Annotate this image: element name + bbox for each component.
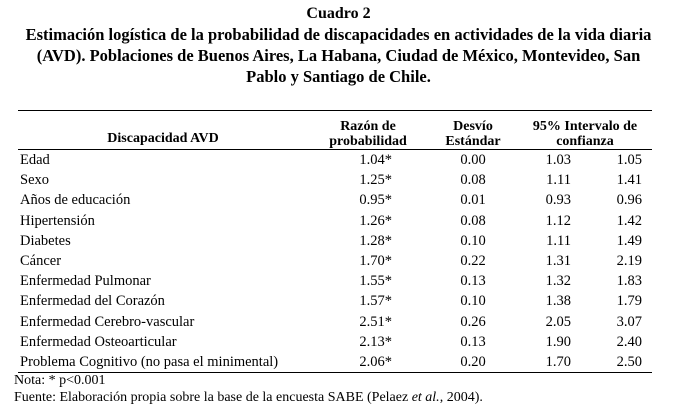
- row-label: Cáncer: [20, 253, 62, 270]
- row-label: Sexo: [20, 172, 49, 189]
- ci-lower-value: 1.11: [546, 232, 571, 249]
- table-body: [18, 150, 652, 373]
- source-prefix: Fuente: Elaboración propia sobre la base de la encuesta SABE (Pelaez: [14, 390, 412, 405]
- table-row: [18, 312, 652, 332]
- ci-lower-value: 1.31: [545, 253, 571, 270]
- header-std-dev: [428, 111, 518, 150]
- table-row: [18, 291, 652, 311]
- std-dev-value: 0.20: [428, 352, 518, 373]
- odds-ratio-value: 1.57*: [359, 293, 392, 310]
- table-row: [18, 211, 652, 231]
- row-label: Diabetes: [20, 232, 71, 249]
- ci-lower-value: 2.05: [545, 313, 571, 330]
- table-row: [18, 251, 652, 271]
- ci-lower-value: 1.38: [545, 293, 571, 310]
- header-odds-ratio-line2: probabilidad: [329, 134, 407, 149]
- table-row: [18, 332, 652, 352]
- ci-upper-value: 3.07: [616, 313, 642, 330]
- table-notes: [14, 372, 483, 406]
- ci-lower-value: 1.11: [546, 172, 571, 189]
- caption-title: Estimación logística de la probabilidad de discapacidades en actividades de la vida diaria (AVD). Poblaciones de Buenos Aires, La Habana, Ciudad de México, Montevideo, San Pablo y Santiago de Chile.: [25, 25, 652, 86]
- table-row: [18, 190, 652, 210]
- row-label: Enfermedad Osteoarticular: [20, 333, 177, 350]
- row-label: Enfermedad Cerebro-vascular: [20, 313, 195, 330]
- row-label: Hipertensión: [20, 212, 95, 229]
- header-ci-line1: 95% Intervalo de: [532, 119, 638, 134]
- row-label: Enfermedad del Corazón: [20, 293, 165, 310]
- odds-ratio-value: 1.55*: [359, 273, 392, 290]
- std-dev-value: 0.26: [460, 313, 486, 330]
- std-dev-value: 0.13: [460, 273, 486, 290]
- ci-upper-value: 2.50: [585, 352, 652, 373]
- std-dev-value: 0.08: [460, 172, 486, 189]
- header-odds-ratio-line1: Razón de: [340, 119, 396, 134]
- ci-upper-value: 1.79: [616, 293, 642, 310]
- ci-lower-value: 0.93: [545, 192, 571, 209]
- odds-ratio-value: 1.25*: [359, 172, 392, 189]
- std-dev-value: 0.00: [460, 152, 486, 169]
- header-disability: Discapacidad AVD: [107, 131, 219, 146]
- table-row: [18, 231, 652, 251]
- std-dev-value: 0.10: [460, 293, 486, 310]
- ci-lower-value: 1.70: [518, 352, 585, 373]
- std-dev-value: 0.22: [460, 253, 486, 270]
- ci-upper-value: 1.41: [616, 172, 642, 189]
- significance-note: Nota: * p<0.001: [14, 373, 106, 388]
- ci-upper-value: 0.96: [616, 192, 642, 209]
- ci-upper-value: 1.42: [616, 212, 642, 229]
- ci-lower-value: 1.12: [545, 212, 571, 229]
- std-dev-value: 0.01: [460, 192, 486, 209]
- odds-ratio-value: 2.51*: [359, 313, 392, 330]
- ci-lower-value: 1.32: [545, 273, 571, 290]
- table-caption: [0, 4, 677, 87]
- odds-ratio-value: 1.04*: [359, 152, 392, 169]
- data-table: [18, 110, 652, 373]
- source-et-al: et al.: [411, 390, 440, 405]
- row-label: Edad: [20, 152, 50, 169]
- source-suffix: , 2004).: [439, 390, 483, 405]
- table-row: [18, 352, 652, 373]
- ci-upper-value: 1.49: [616, 232, 642, 249]
- table-row: [18, 271, 652, 291]
- header-std-dev-line2: Estándar: [445, 134, 501, 149]
- table-row: [18, 150, 652, 171]
- ci-lower-value: 1.90: [545, 333, 571, 350]
- source-note: [14, 389, 483, 406]
- odds-ratio-value: 0.95*: [359, 192, 392, 209]
- row-label: Enfermedad Pulmonar: [20, 273, 151, 290]
- ci-upper-value: 2.19: [616, 253, 642, 270]
- table-header: [18, 111, 652, 150]
- header-confidence-interval: [518, 111, 652, 150]
- std-dev-value: 0.13: [460, 333, 486, 350]
- ci-upper-value: 1.05: [616, 152, 642, 169]
- ci-lower-value: 1.03: [545, 152, 571, 169]
- odds-ratio-value: 1.70*: [359, 253, 392, 270]
- row-label: Problema Cognitivo (no pasa el minimental): [18, 352, 308, 373]
- header-ci-line2: confianza: [556, 134, 614, 149]
- row-label: Años de educación: [20, 192, 131, 209]
- ci-upper-value: 1.83: [616, 273, 642, 290]
- std-dev-value: 0.08: [460, 212, 486, 229]
- ci-upper-value: 2.40: [616, 333, 642, 350]
- odds-ratio-value: 2.13*: [359, 333, 392, 350]
- header-std-dev-line1: Desvío: [453, 119, 493, 134]
- header-odds-ratio: [308, 111, 428, 150]
- table-row: [18, 170, 652, 190]
- odds-ratio-value: 1.28*: [359, 232, 392, 249]
- odds-ratio-value: 1.26*: [359, 212, 392, 229]
- odds-ratio-value: 2.06*: [308, 352, 428, 373]
- caption-number: Cuadro 2: [306, 5, 371, 22]
- std-dev-value: 0.10: [460, 232, 486, 249]
